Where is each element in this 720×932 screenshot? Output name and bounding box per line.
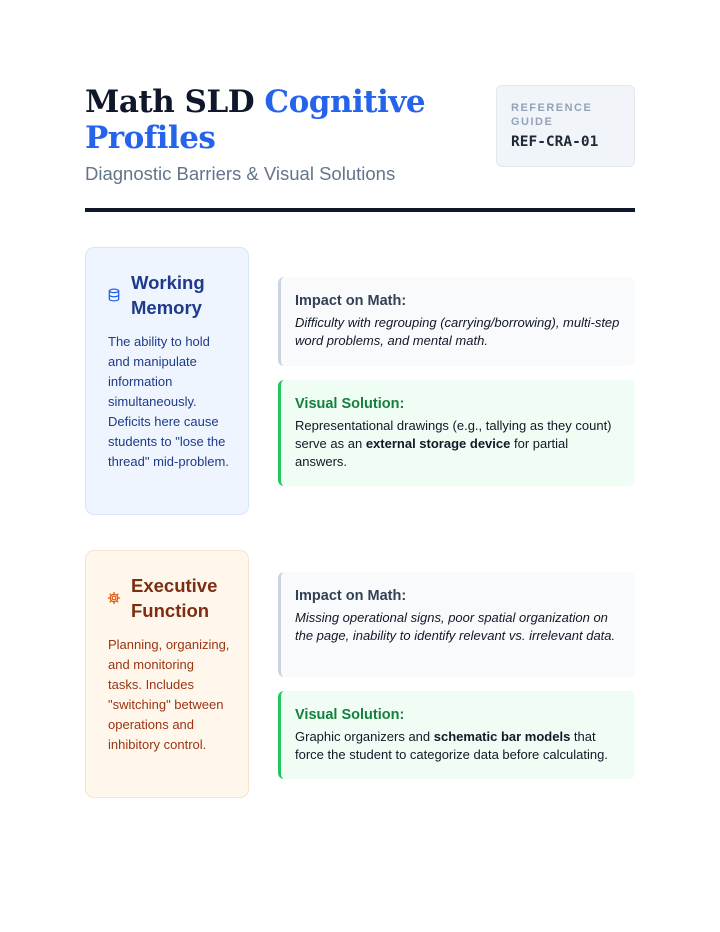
gear-icon <box>107 591 121 605</box>
impact-label: Impact on Math: <box>295 293 407 309</box>
page-title <box>85 84 465 156</box>
solution-label: Visual Solution: <box>295 707 405 723</box>
impact-card <box>278 572 635 677</box>
solution-text-pre: Graphic organizers and <box>295 729 434 744</box>
concept-card-executive-function <box>85 550 249 798</box>
solution-card <box>278 380 635 486</box>
impact-label: Impact on Math: <box>295 588 407 604</box>
solution-card <box>278 691 635 779</box>
solution-text-emphasis: schematic bar models <box>433 729 571 744</box>
reference-code: REF-CRA-01 <box>511 134 599 150</box>
concept-card-working-memory <box>85 247 249 515</box>
concept-description: The ability to hold and manipulate information simultaneously. Deficits here cause students to "lose the thread" mid-problem. <box>108 334 229 469</box>
solution-text-pre: Representational drawings (e.g., tallying as they count) serve as an <box>295 418 612 451</box>
concept-description: Planning, organizing, and monitoring tasks. Includes "switching" between operations and inhibitory control. <box>108 637 230 752</box>
title-main: Math SLD <box>85 84 255 120</box>
solution-text <box>295 417 621 471</box>
impact-card <box>278 277 635 366</box>
reference-box <box>496 85 635 167</box>
impact-text: Difficulty with regrouping (carrying/borrowing), multi-step word problems, and mental math. <box>295 315 620 348</box>
page-subtitle: Diagnostic Barriers & Visual Solutions <box>85 163 396 184</box>
solution-text <box>295 728 621 764</box>
title-accent: Cognitive Profiles <box>85 84 426 156</box>
database-icon <box>107 288 121 302</box>
concept-title: Working Memory <box>131 272 205 318</box>
solution-label: Visual Solution: <box>295 396 405 412</box>
impact-text: Missing operational signs, poor spatial organization on the page, inability to identify relevant vs. irrelevant data. <box>295 610 616 643</box>
solution-text-emphasis: external storage device <box>365 436 511 451</box>
reference-label: REFERENCE GUIDE <box>511 102 593 128</box>
solution-text-post: for partial answers. <box>295 436 569 469</box>
concept-title: Executive Function <box>131 575 218 621</box>
solution-text-post: that force the student to categorize data before calculating. <box>295 729 608 762</box>
header-divider <box>85 208 635 212</box>
